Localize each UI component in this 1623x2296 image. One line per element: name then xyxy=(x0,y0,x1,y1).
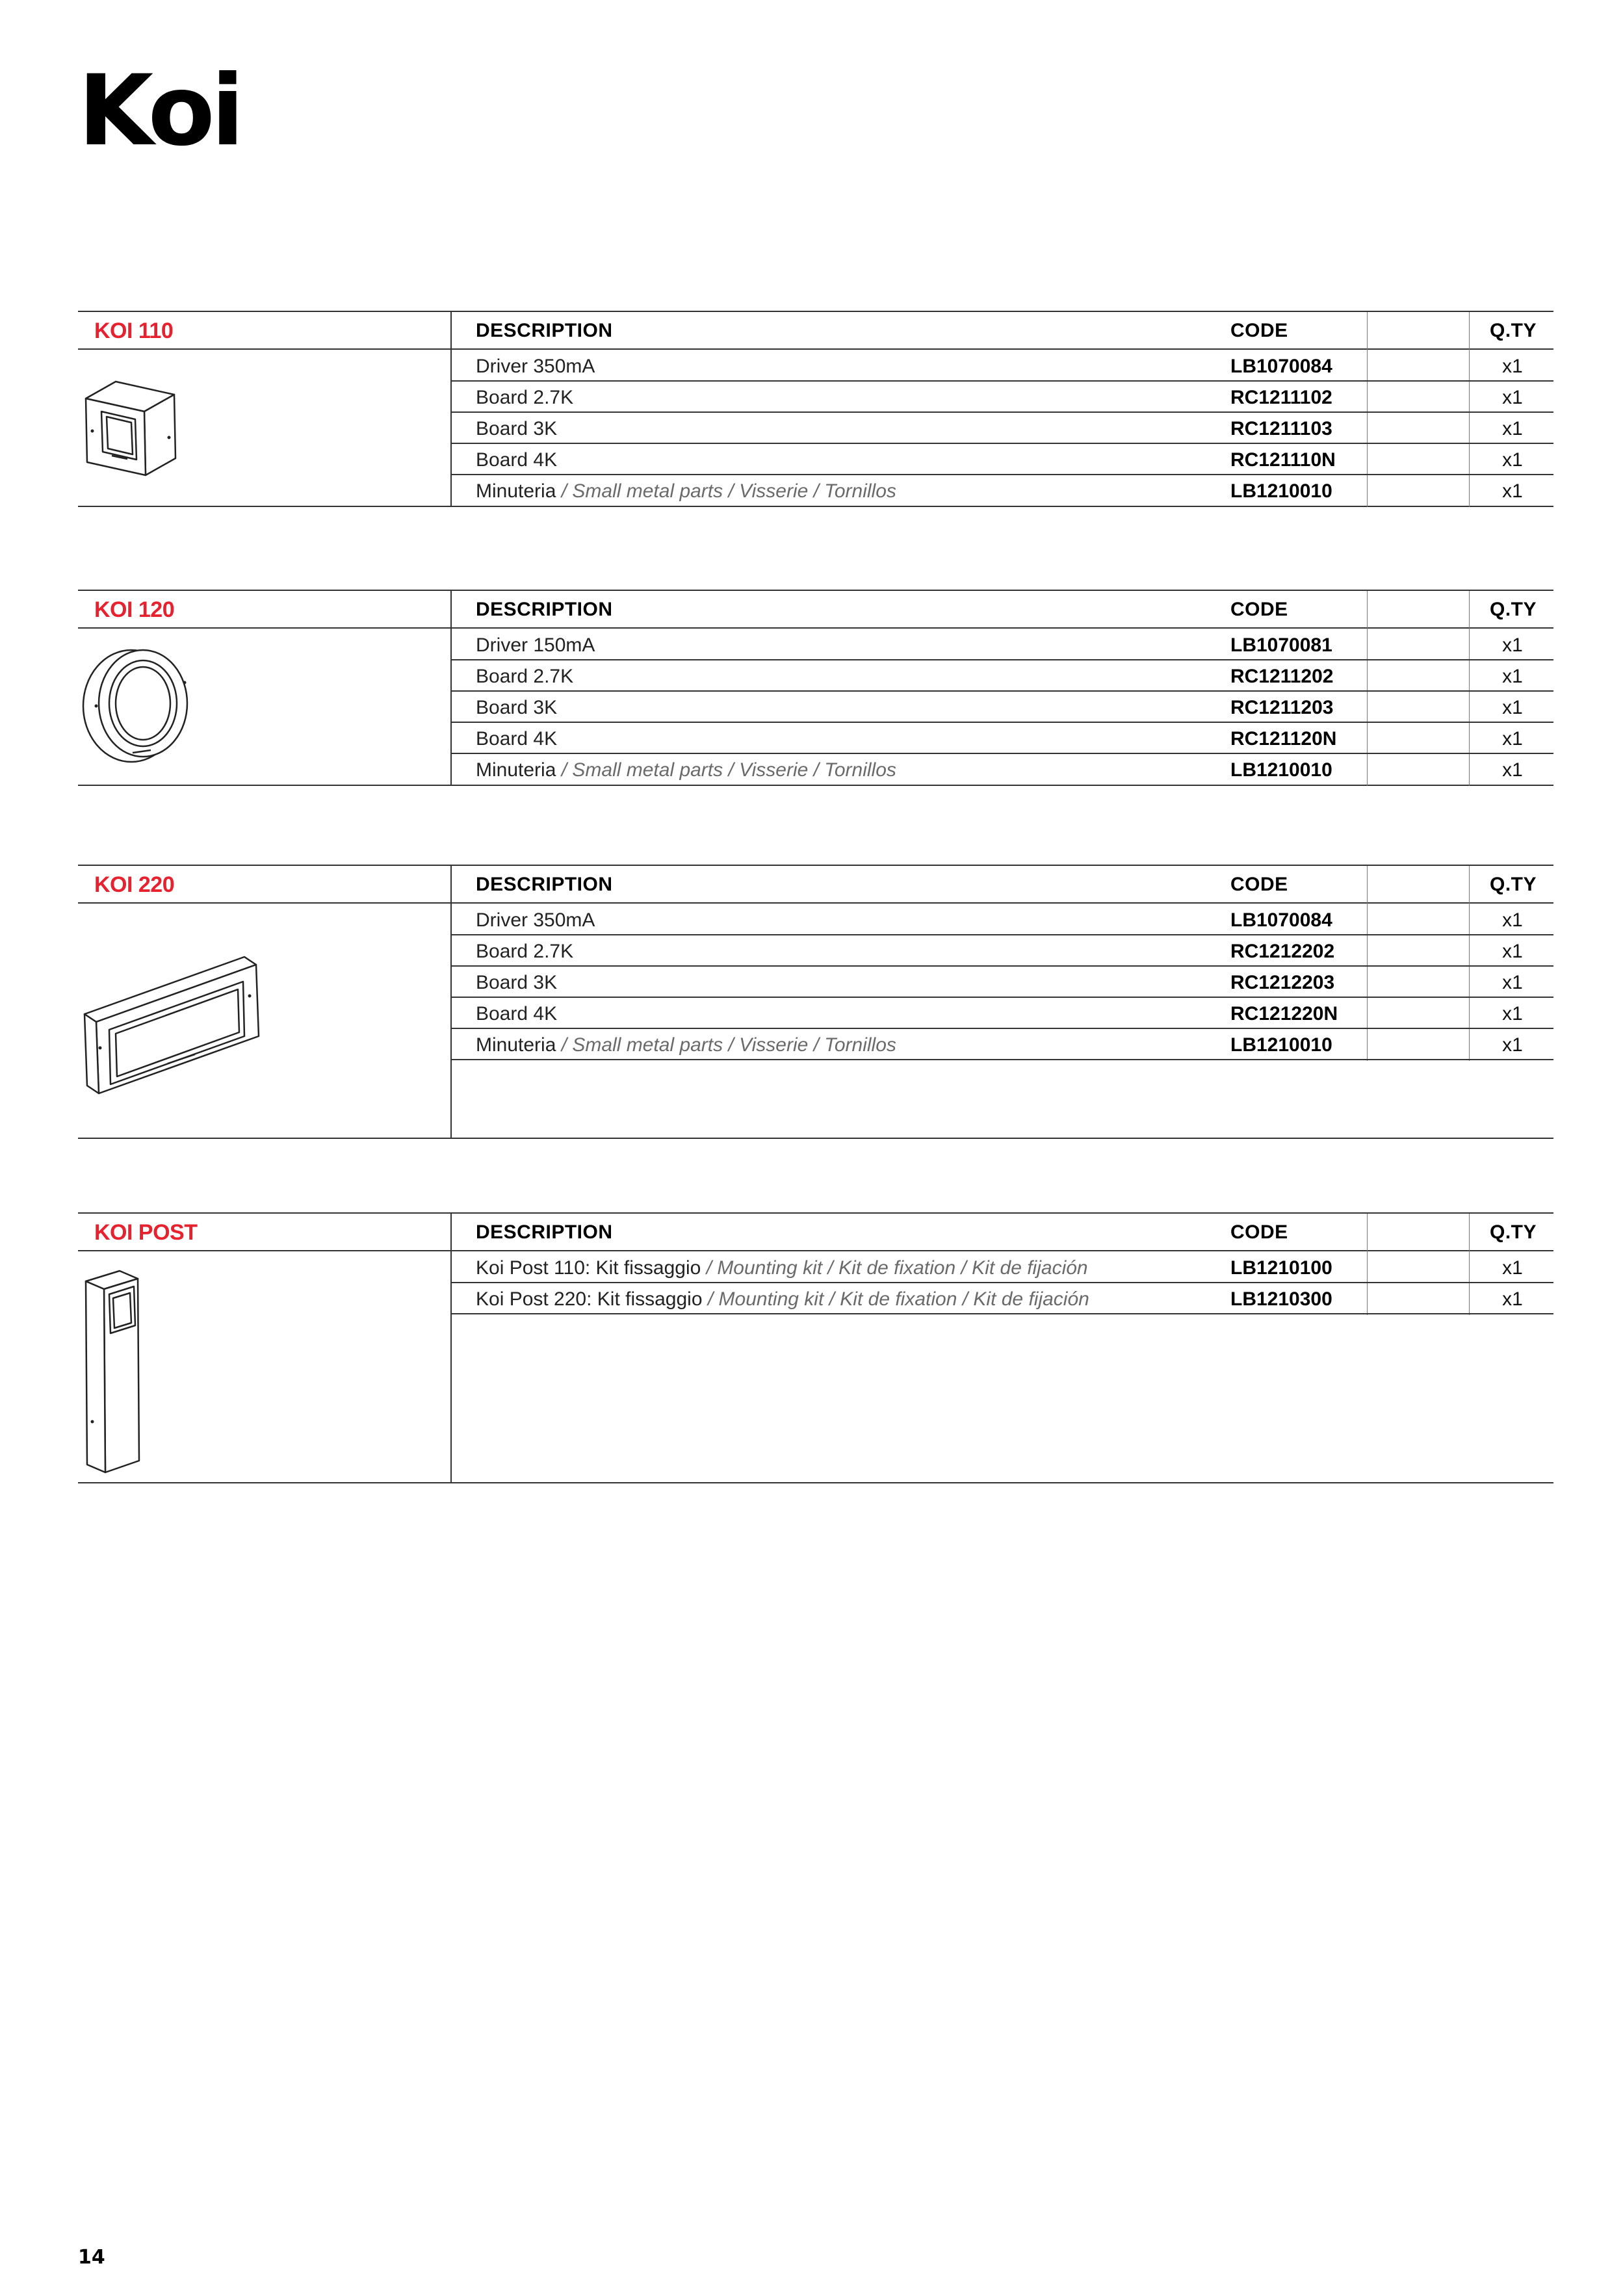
row-description: Minuteria / Small metal parts / Visserie / Tornillos xyxy=(476,1034,896,1056)
row-qty: x1 xyxy=(1502,1288,1523,1310)
row-qty: x1 xyxy=(1502,634,1523,656)
section-header xyxy=(78,591,1553,629)
page-title: Koi xyxy=(78,55,241,168)
col-code: CODE xyxy=(1230,599,1288,620)
row-qty: x1 xyxy=(1502,480,1523,502)
table-row xyxy=(452,692,1553,723)
row-code: LB1070081 xyxy=(1230,634,1332,656)
row-code: RC1211103 xyxy=(1230,418,1332,439)
row-description: Board 4K xyxy=(476,1003,558,1024)
row-code: LB1210010 xyxy=(1230,1034,1332,1056)
row-qty: x1 xyxy=(1502,972,1523,993)
product-name: KOI POST xyxy=(94,1220,198,1245)
row-qty: x1 xyxy=(1502,666,1523,687)
row-description: Board 2.7K xyxy=(476,387,574,408)
row-qty: x1 xyxy=(1502,941,1523,962)
row-description: Driver 350mA xyxy=(476,356,595,377)
col-code: CODE xyxy=(1230,320,1288,341)
table-row xyxy=(452,998,1553,1029)
col-description: DESCRIPTION xyxy=(476,320,613,341)
row-code: LB1070084 xyxy=(1230,356,1332,377)
row-qty: x1 xyxy=(1502,697,1523,718)
row-qty: x1 xyxy=(1502,1003,1523,1024)
row-code: RC1212203 xyxy=(1230,972,1335,993)
row-qty: x1 xyxy=(1502,387,1523,408)
row-description: Driver 150mA xyxy=(476,634,595,656)
row-code: RC1212202 xyxy=(1230,941,1335,962)
row-qty: x1 xyxy=(1502,1257,1523,1279)
row-code: LB1210100 xyxy=(1230,1257,1332,1279)
section-koi-110 xyxy=(78,311,1553,507)
table-row xyxy=(452,630,1553,660)
col-qty: Q.TY xyxy=(1490,599,1537,620)
row-description: Board 3K xyxy=(476,418,558,439)
col-description: DESCRIPTION xyxy=(476,599,613,620)
row-qty: x1 xyxy=(1502,356,1523,377)
table-row xyxy=(452,351,1553,382)
row-description: Board 3K xyxy=(476,697,558,718)
row-code: LB1210010 xyxy=(1230,759,1332,781)
row-code: RC121110N xyxy=(1230,449,1336,471)
row-code: LB1070084 xyxy=(1230,909,1332,931)
koi-220-product-icon xyxy=(78,918,450,1132)
section-header xyxy=(78,312,1553,350)
row-description: Minuteria / Small metal parts / Visserie / Tornillos xyxy=(476,759,896,781)
koi-120-product-icon xyxy=(78,646,450,783)
table-row xyxy=(452,936,1553,967)
row-code: RC1211203 xyxy=(1230,697,1334,718)
row-qty: x1 xyxy=(1502,1034,1523,1056)
row-qty: x1 xyxy=(1502,909,1523,931)
row-description: Koi Post 110: Kit fissaggio / Mounting kit / Kit de fixation / Kit de fijación xyxy=(476,1257,1088,1279)
table-row xyxy=(452,445,1553,475)
section-header xyxy=(78,866,1553,904)
row-description: Board 3K xyxy=(476,972,558,993)
table-row xyxy=(452,1030,1553,1060)
row-description: Driver 350mA xyxy=(476,909,595,931)
col-description: DESCRIPTION xyxy=(476,1221,613,1243)
row-qty: x1 xyxy=(1502,728,1523,750)
product-name: KOI 110 xyxy=(94,319,174,343)
page-number: 14 xyxy=(78,2246,105,2269)
section-header xyxy=(78,1214,1553,1251)
col-qty: Q.TY xyxy=(1490,1221,1537,1243)
table-row xyxy=(452,724,1553,754)
row-code: LB1210300 xyxy=(1230,1288,1332,1310)
row-qty: x1 xyxy=(1502,449,1523,471)
col-description: DESCRIPTION xyxy=(476,874,613,895)
row-description: Koi Post 220: Kit fissaggio / Mounting kit / Kit de fixation / Kit de fijación xyxy=(476,1288,1089,1310)
table-row xyxy=(452,905,1553,935)
table-row xyxy=(452,1253,1553,1283)
row-code: RC121120N xyxy=(1230,728,1337,750)
row-code: LB1210010 xyxy=(1230,480,1332,502)
product-name: KOI 120 xyxy=(94,597,175,622)
table-row xyxy=(452,1284,1553,1314)
row-description: Board 2.7K xyxy=(476,666,574,687)
table-row xyxy=(452,755,1553,785)
table-row xyxy=(452,476,1553,506)
koi-110-product-icon xyxy=(78,361,450,504)
col-code: CODE xyxy=(1230,1221,1288,1243)
koi-post-product-icon xyxy=(78,1266,450,1480)
col-code: CODE xyxy=(1230,874,1288,895)
section-koi-220 xyxy=(78,865,1553,1139)
row-qty: x1 xyxy=(1502,418,1523,439)
row-code: RC1211202 xyxy=(1230,666,1334,687)
col-qty: Q.TY xyxy=(1490,320,1537,341)
col-qty: Q.TY xyxy=(1490,874,1537,895)
table-row xyxy=(452,967,1553,998)
row-code: RC1211102 xyxy=(1230,387,1332,408)
row-description: Board 4K xyxy=(476,728,558,750)
section-koi-120 xyxy=(78,590,1553,786)
row-description: Minuteria / Small metal parts / Visserie / Tornillos xyxy=(476,480,896,502)
row-qty: x1 xyxy=(1502,759,1523,781)
table-row xyxy=(452,382,1553,413)
row-description: Board 2.7K xyxy=(476,941,574,962)
row-description: Board 4K xyxy=(476,449,558,471)
table-row xyxy=(452,413,1553,444)
row-code: RC121220N xyxy=(1230,1003,1338,1024)
table-row xyxy=(452,661,1553,692)
section-koi-post xyxy=(78,1212,1553,1483)
product-name: KOI 220 xyxy=(94,872,175,897)
